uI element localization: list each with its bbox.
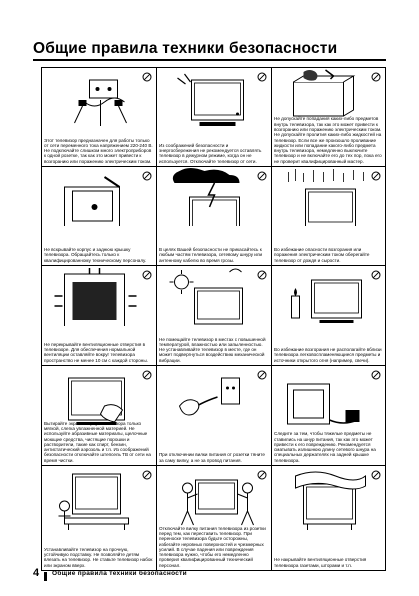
candle-icon [272, 266, 385, 326]
page-number: 4 [33, 567, 40, 579]
safety-rule-text: Следите за тем, чтобы тяжелые предметы не ставились на шнур питания, так как это может привести к его повреждению. Рекомендуется сматывать излишнюю длину сетевого шнура на специальных держателях на задней крышке телевизора. [274, 431, 376, 463]
safety-rule-text: Не накрывайте вентиляционные отверстия телевизора газетами, шторами и т.п. [274, 557, 367, 568]
safety-rule-text: Отключайте вилку питания телевизора из розетки перед тем, как переставить телевизор. При переноске телевизора будьте осторожны, избегайте неровных поверхностей и чрезмерных усилий. В случае падения или повреждения телевизора нужно, чтобы его немедленно проверил квалифицированный технический персонал. [159, 525, 266, 568]
safety-rule-text: В целях Вашей безопасности не прикасайтесь к любым частям телевизора, сетевому шнуру или антенному кабелю во время грозы. [159, 247, 263, 263]
safety-rule-6 [272, 167, 385, 266]
unplug-icon [157, 366, 272, 426]
power-outlet-overload-icon [42, 68, 157, 127]
tv-standby-icon [157, 68, 272, 127]
safety-rule-12 [272, 366, 385, 466]
safety-rule-text: Во избежание возгорания не располагайте вблизи телевизора легковоспламеняющиеся предметы и источники открытого огня (например, свечи). [274, 347, 382, 363]
safety-rule-text: Не перекрывайте вентиляционные отверстия в телевизоре. Для обеспечения нормальной вентиляции оставляйте вокруг телевизора пространство не менее 10 см с каждой стороны. [44, 341, 148, 363]
safety-rule-13 [42, 466, 157, 570]
safety-rule-text: Не допускайте попадания каких-либо предметов внутрь телевизора, так как это может привести к возгоранию или поражению электрическим током. Не допускайте пролития каких-либо жидкостей на телевизор. Если все же произошло проливание жидкости или попадание какого-либо предмета внутрь телевизора, немедленно выключите телевизор и не включайте его до тех пор, пока его не проверит квалифицированный мастер. [274, 116, 382, 164]
cover-vents-icon [272, 466, 385, 530]
safety-rule-8 [157, 266, 272, 366]
safety-rule-11 [157, 366, 272, 466]
no-open-cover-icon [42, 167, 157, 226]
safety-rule-text: Этот телевизор предназначен для работы только от сети переменного тока напряжением 220-240 В. Не подключайте слишком много электроприборов к одной розетке, так как это может привести к возгоранию или поражению электрическим током. [44, 137, 153, 164]
cable-weight-icon [272, 366, 385, 426]
safety-grid [41, 67, 386, 571]
title-divider [33, 59, 386, 61]
safety-rule-text: Во избежание опасности возгорания или поражения электрическим током оберегайте телевизор от дождя и сырости. [274, 247, 370, 263]
safety-rule-14 [157, 466, 272, 570]
safety-rule-15 [272, 466, 385, 570]
heat-humidity-icon [157, 266, 272, 326]
safety-rule-text: Устанавливайте телевизор на прочную, устойчивую подставку. Не позволяйте детям влезать на телевизор. Не ставьте телевизор набок или экраном вверх. [44, 546, 153, 568]
footer-section-title: Общие правила техники безопасности [52, 570, 187, 577]
cleaning-icon [42, 366, 157, 426]
footer-divider [44, 572, 47, 581]
safety-rule-4 [42, 167, 157, 266]
safety-rule-text: Не помещайте телевизор в местах с повышенной температурой, влажностью или запыленностью. Не устанавливайте телевизор в месте, где он может подвергнуться воздействию механической вибрации. [159, 336, 266, 363]
ventilation-icon [42, 266, 157, 326]
safety-rule-10 [42, 366, 157, 466]
safety-rule-text: Не вскрывайте корпус и заднюю крышку телевизора. Обращайтесь только к квалифицированному техническому персоналу. [44, 247, 147, 263]
safety-rule-5 [157, 167, 272, 266]
safety-rule-9 [272, 266, 385, 366]
safety-rule-text: Из соображений безопасности и энергосбережения не рекомендуется оставлять телевизор в дежурном режиме, когда он не используется. Отключайте телевизор от сети. [159, 142, 262, 164]
rain-icon [272, 167, 385, 226]
safety-rule-text: Вытирайте экран и корпус телевизора только мягкой, слегка увлажненной материей. Не используйте абразивные материалы, щелочные моющие средства, чистящие порошки и растворители, такие как спирт, бензин, антистатический аэрозоль и т.п. Из соображений безопасности отключайте штепсель ТВ от сети на время чистки. [44, 420, 151, 463]
safety-rule-text: При отключении вилки питания от розетки тяните за саму вилку, а не за провод питания. [159, 452, 265, 463]
moving-tv-icon [157, 466, 272, 530]
lightning-storm-icon [157, 167, 272, 226]
page-title: Общие правила техники безопасности [33, 40, 338, 57]
safety-rule-2 [157, 68, 272, 167]
safety-rule-7 [42, 266, 157, 366]
safety-rule-1 [42, 68, 157, 167]
safety-rule-3 [272, 68, 385, 167]
stable-stand-icon [42, 466, 157, 530]
